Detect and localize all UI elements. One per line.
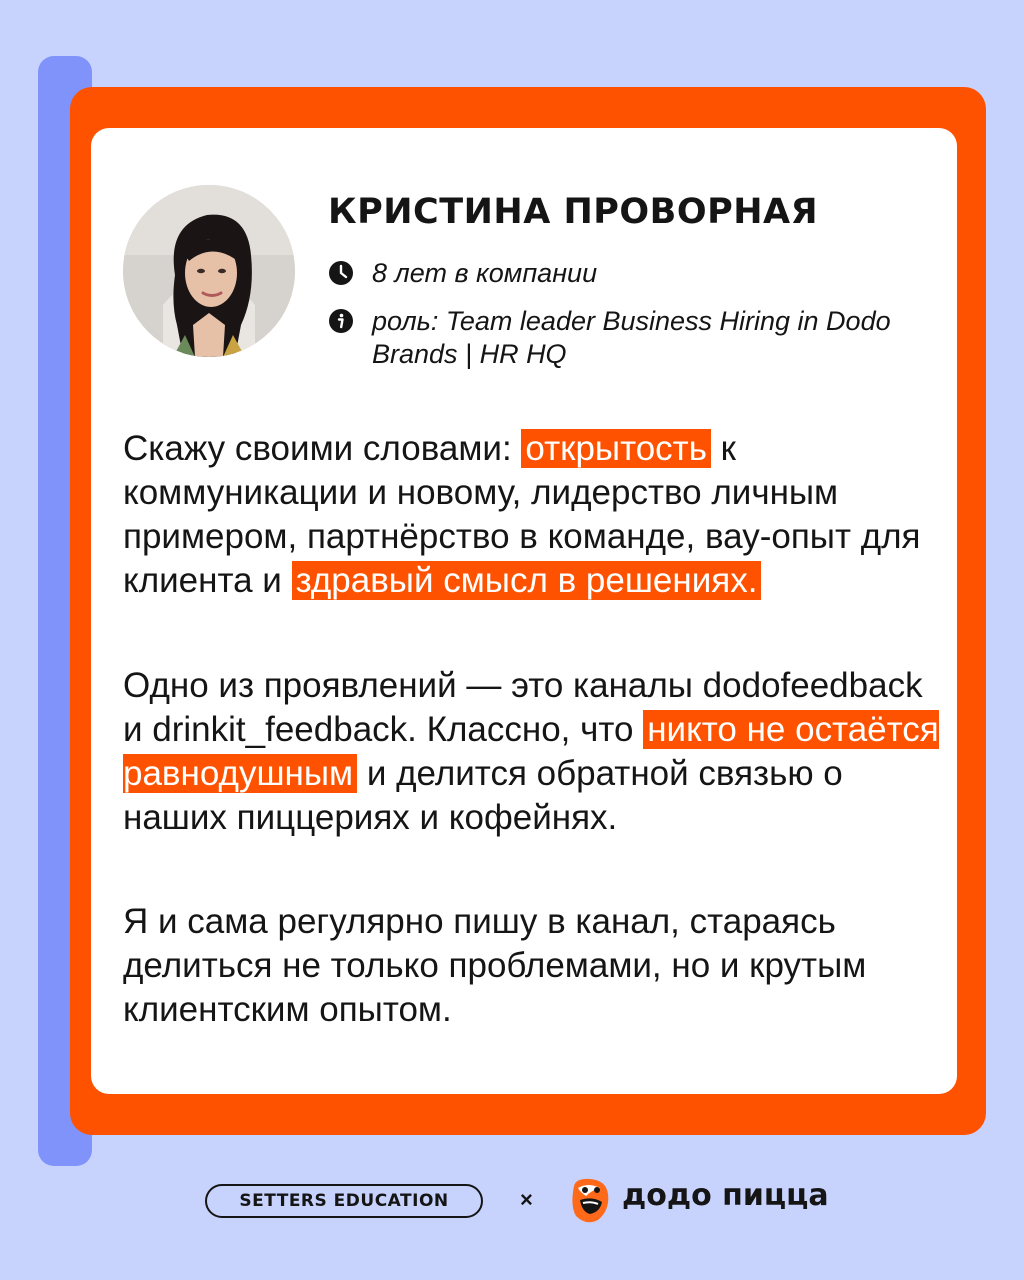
dodo-bird-icon xyxy=(568,1176,612,1224)
paragraph-values-text-2: к коммуникации и новому, лидерство личным примером, партнёрство в команде, вау-опыт для клиента и xyxy=(123,429,921,600)
info-icon xyxy=(328,308,354,334)
paragraph-values xyxy=(123,427,943,603)
role-text: роль: Team leader Business Hiring in Dodo Brands | HR HQ xyxy=(372,306,891,369)
paragraph-feedback xyxy=(123,664,943,840)
paragraph-feedback-text-2: и делится обратной связью о наших пиццериях и кофейнях. xyxy=(123,754,843,837)
footer xyxy=(0,1176,1024,1228)
highlight-common-sense: здравый смысл в решениях. xyxy=(292,561,762,600)
paragraph-values-text-1: Скажу своими словами: xyxy=(123,429,522,468)
highlight-openness: открытость xyxy=(521,429,711,468)
collab-separator: × xyxy=(520,1187,533,1212)
tenure-row xyxy=(328,257,597,290)
dodo-pizza-wordmark: додо пицца xyxy=(622,1178,829,1213)
clock-icon xyxy=(328,260,354,286)
paragraph-personal: Я и сама регулярно пишу в канал, стараясь делиться не только проблемами, но и крутым клиентским опытом. xyxy=(123,902,867,1029)
setters-education-logo: SETTERS EDUCATION xyxy=(205,1184,483,1218)
profile-name: КРИСТИНА ПРОВОРНАЯ xyxy=(328,192,819,232)
highlight-nobody-indifferent: никто не остаётся равнодушным xyxy=(123,710,939,793)
tenure-text: 8 лет в компании xyxy=(372,258,598,288)
avatar xyxy=(123,185,295,357)
paragraph-feedback-text-1: Одно из проявлений — это каналы dodofeedback и drinkit_feedback. Классно, что xyxy=(123,666,923,749)
role-row xyxy=(328,305,892,371)
